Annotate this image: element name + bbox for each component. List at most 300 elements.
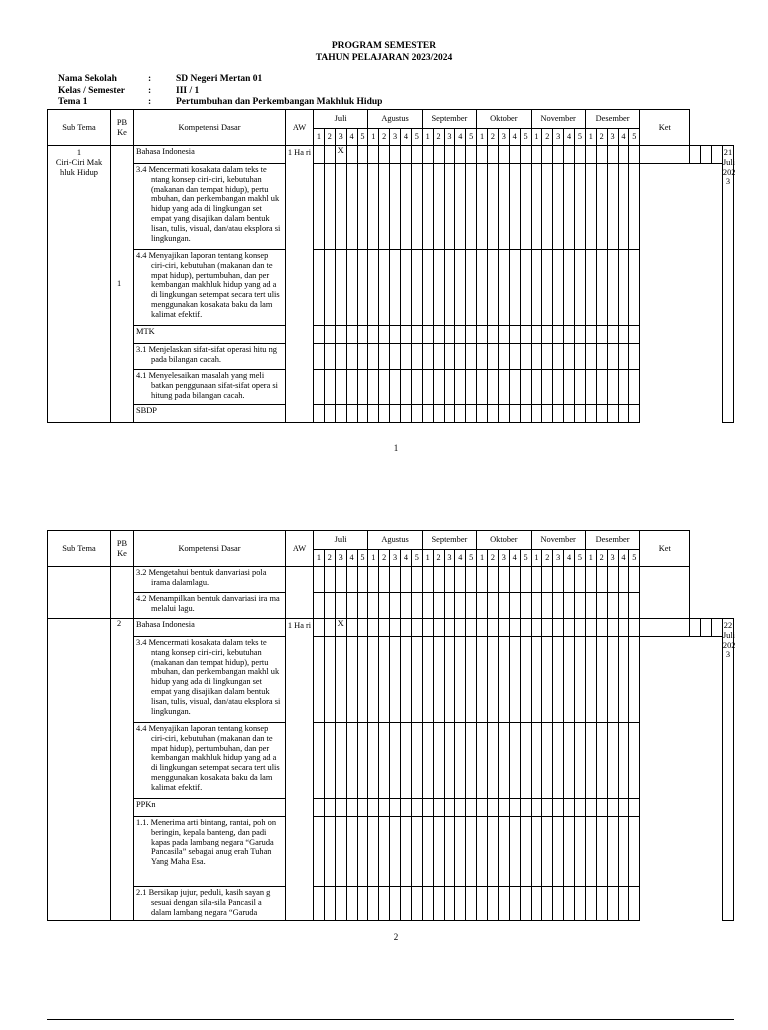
week-cell xyxy=(444,637,455,723)
week-number: 1 xyxy=(585,129,596,146)
week-cell xyxy=(553,370,564,405)
week-cell xyxy=(618,164,629,250)
week-cell xyxy=(455,326,466,344)
week-cell xyxy=(553,146,564,164)
week-cell xyxy=(520,344,531,370)
week-cell xyxy=(379,619,390,637)
week-number: 5 xyxy=(357,129,368,146)
week-number: 4 xyxy=(618,129,629,146)
week-number: 5 xyxy=(411,129,422,146)
week-cell xyxy=(596,567,607,593)
week-cell xyxy=(411,799,422,817)
week-cell xyxy=(335,887,346,921)
week-cell xyxy=(509,799,520,817)
week-cell xyxy=(553,344,564,370)
week-cell xyxy=(575,370,586,405)
week-cell xyxy=(596,370,607,405)
week-number: 4 xyxy=(401,550,412,567)
week-cell xyxy=(335,164,346,250)
week-cell xyxy=(324,723,335,799)
week-cell xyxy=(553,250,564,326)
week-number: 2 xyxy=(488,550,499,567)
week-cell xyxy=(553,723,564,799)
week-cell xyxy=(324,370,335,405)
week-cell xyxy=(422,887,433,921)
week-cell xyxy=(444,146,455,164)
week-cell xyxy=(411,723,422,799)
week-cell xyxy=(564,723,575,799)
week-cell xyxy=(335,370,346,405)
week-cell xyxy=(520,887,531,921)
week-cell xyxy=(346,567,357,593)
week-cell xyxy=(346,250,357,326)
week-cell xyxy=(401,250,412,326)
week-cell xyxy=(542,817,553,887)
week-cell xyxy=(509,344,520,370)
week-cell xyxy=(618,146,629,164)
week-cell xyxy=(596,146,607,164)
week-cell xyxy=(401,344,412,370)
week-cell xyxy=(575,164,586,250)
week-cell xyxy=(564,326,575,344)
week-cell xyxy=(629,164,640,250)
header-pbke: PB Ke xyxy=(111,531,134,567)
week-cell xyxy=(488,723,499,799)
subject-heading: Bahasa Indonesia xyxy=(134,146,286,164)
week-cell xyxy=(357,164,368,250)
subject-heading: MTK xyxy=(134,326,286,344)
page-number: 2 xyxy=(393,932,399,942)
week-cell xyxy=(596,723,607,799)
week-cell xyxy=(520,799,531,817)
week-cell xyxy=(542,164,553,250)
week-number: 3 xyxy=(444,129,455,146)
week-cell xyxy=(455,887,466,921)
header-month: Oktober xyxy=(477,531,531,550)
week-cell xyxy=(411,164,422,250)
week-cell xyxy=(379,817,390,887)
week-cell xyxy=(433,637,444,723)
week-cell xyxy=(466,817,477,887)
week-cell xyxy=(346,799,357,817)
week-cell xyxy=(542,567,553,593)
week-cell xyxy=(433,723,444,799)
week-cell xyxy=(585,593,596,619)
week-cell xyxy=(596,619,607,637)
week-cell xyxy=(357,326,368,344)
week-cell xyxy=(422,817,433,887)
week-cell xyxy=(509,723,520,799)
week-cell xyxy=(575,250,586,326)
week-cell xyxy=(618,817,629,887)
week-cell xyxy=(498,370,509,405)
week-cell xyxy=(422,723,433,799)
week-number: 3 xyxy=(607,550,618,567)
week-cell xyxy=(553,405,564,423)
week-cell xyxy=(324,619,335,637)
week-cell xyxy=(553,817,564,887)
week-cell xyxy=(466,799,477,817)
ket-value: 21 Juli 202 3 xyxy=(722,146,733,423)
week-cell xyxy=(314,250,325,326)
week-cell xyxy=(607,799,618,817)
week-cell xyxy=(618,370,629,405)
kd-item: 4.4 Menyajikan laporan tentang konsep ciri-ciri, kebutuhan (makanan dan te mpat hidup), pertumbuhan, dan per kembangan makhluk hidup yang ad a di lingkungan setempat secara tert ulis menggunakan kosakata baku da lam kalimat efektif. xyxy=(134,250,286,326)
week-number: 5 xyxy=(520,129,531,146)
week-cell xyxy=(368,250,379,326)
schedule-mark: X xyxy=(335,146,346,164)
subtema-cell xyxy=(48,146,111,423)
week-cell xyxy=(629,817,640,887)
week-cell xyxy=(488,250,499,326)
week-cell xyxy=(314,146,325,164)
week-cell xyxy=(379,164,390,250)
week-number: 4 xyxy=(455,129,466,146)
week-cell xyxy=(509,817,520,887)
week-cell xyxy=(390,370,401,405)
week-cell xyxy=(596,637,607,723)
week-cell xyxy=(585,146,596,164)
week-cell xyxy=(488,344,499,370)
week-cell xyxy=(335,405,346,423)
week-cell xyxy=(411,817,422,887)
week-number: 2 xyxy=(324,129,335,146)
week-number: 4 xyxy=(564,550,575,567)
week-cell xyxy=(444,164,455,250)
week-cell xyxy=(596,887,607,921)
week-cell xyxy=(390,405,401,423)
week-cell xyxy=(618,326,629,344)
week-number: 1 xyxy=(422,129,433,146)
week-cell xyxy=(629,326,640,344)
subtema-cell xyxy=(48,567,111,619)
week-cell xyxy=(553,164,564,250)
week-cell xyxy=(411,370,422,405)
week-cell xyxy=(629,637,640,723)
week-cell xyxy=(466,326,477,344)
week-cell xyxy=(433,817,444,887)
week-cell xyxy=(401,799,412,817)
week-cell xyxy=(346,326,357,344)
week-cell xyxy=(422,637,433,723)
week-cell xyxy=(411,146,422,164)
week-cell xyxy=(368,619,379,637)
week-number: 2 xyxy=(379,550,390,567)
week-cell xyxy=(357,344,368,370)
week-cell xyxy=(401,567,412,593)
week-cell xyxy=(444,593,455,619)
week-number: 2 xyxy=(596,550,607,567)
week-cell xyxy=(433,567,444,593)
week-cell xyxy=(509,370,520,405)
week-cell xyxy=(444,817,455,887)
week-cell xyxy=(585,817,596,887)
meta-row-theme xyxy=(58,97,382,109)
week-cell xyxy=(379,326,390,344)
week-cell xyxy=(379,593,390,619)
week-cell xyxy=(542,146,553,164)
week-cell xyxy=(314,637,325,723)
week-cell xyxy=(444,326,455,344)
week-cell xyxy=(324,637,335,723)
week-cell xyxy=(314,817,325,887)
week-cell xyxy=(357,817,368,887)
week-number: 3 xyxy=(553,550,564,567)
week-cell xyxy=(607,326,618,344)
week-cell xyxy=(466,146,477,164)
week-number: 4 xyxy=(346,129,357,146)
week-cell xyxy=(520,146,531,164)
header-month: Agustus xyxy=(368,531,422,550)
aw-cell xyxy=(286,567,314,619)
week-cell xyxy=(564,370,575,405)
week-cell xyxy=(596,817,607,887)
week-cell xyxy=(575,344,586,370)
week-cell xyxy=(618,567,629,593)
week-cell xyxy=(466,164,477,250)
week-number: 1 xyxy=(585,550,596,567)
week-cell xyxy=(455,405,466,423)
week-cell xyxy=(498,799,509,817)
week-cell xyxy=(357,250,368,326)
week-cell xyxy=(368,817,379,887)
week-cell xyxy=(379,723,390,799)
kd-item: 4.1 Menyelesaikan masalah yang meli batkan penggunaan sifat-sifat opera si hitung pada bilangan cacah. xyxy=(134,370,286,405)
week-cell xyxy=(368,326,379,344)
week-cell xyxy=(520,593,531,619)
week-cell xyxy=(607,344,618,370)
week-cell xyxy=(488,370,499,405)
week-cell xyxy=(433,370,444,405)
week-cell xyxy=(466,637,477,723)
week-cell xyxy=(488,326,499,344)
week-cell xyxy=(390,593,401,619)
week-cell xyxy=(346,817,357,887)
week-cell xyxy=(314,593,325,619)
week-cell xyxy=(444,723,455,799)
week-cell xyxy=(368,164,379,250)
week-cell xyxy=(575,723,586,799)
week-cell xyxy=(520,817,531,887)
week-cell xyxy=(607,146,618,164)
week-cell xyxy=(411,250,422,326)
week-cell xyxy=(314,326,325,344)
header-month: September xyxy=(422,110,476,129)
week-cell xyxy=(466,567,477,593)
header-month: November xyxy=(531,531,585,550)
week-cell xyxy=(335,799,346,817)
week-cell xyxy=(346,637,357,723)
week-cell xyxy=(433,405,444,423)
week-cell xyxy=(520,619,531,637)
header-ket: Ket xyxy=(640,110,690,146)
meta-row-school xyxy=(58,74,382,86)
week-cell xyxy=(564,567,575,593)
week-number: 3 xyxy=(498,550,509,567)
week-cell xyxy=(346,593,357,619)
week-cell xyxy=(520,567,531,593)
week-cell xyxy=(585,370,596,405)
week-cell xyxy=(498,326,509,344)
week-cell xyxy=(401,619,412,637)
week-cell xyxy=(564,799,575,817)
week-cell xyxy=(564,146,575,164)
week-cell xyxy=(379,405,390,423)
header-aw: AW xyxy=(286,110,314,146)
week-cell xyxy=(564,164,575,250)
week-cell xyxy=(346,146,357,164)
week-cell xyxy=(357,593,368,619)
document-year: TAHUN PELAJARAN 2023/2024 xyxy=(315,53,453,63)
week-cell xyxy=(618,250,629,326)
week-cell xyxy=(629,370,640,405)
week-cell xyxy=(357,370,368,405)
week-cell xyxy=(411,887,422,921)
week-cell xyxy=(346,405,357,423)
week-cell xyxy=(564,817,575,887)
week-number: 3 xyxy=(498,129,509,146)
week-cell xyxy=(324,326,335,344)
week-cell xyxy=(477,723,488,799)
week-cell xyxy=(401,887,412,921)
week-cell xyxy=(618,405,629,423)
week-cell xyxy=(542,593,553,619)
week-number: 2 xyxy=(433,550,444,567)
week-cell xyxy=(477,817,488,887)
kd-item: 1.1. Menerima arti bintang, rantai, poh on beringin, kepala banteng, dan padi kapas pada lambang negara “Garuda Pancasila” sebagai anug erah Tuhan Yang Maha Esa. xyxy=(134,817,286,887)
week-cell xyxy=(629,619,640,637)
week-cell xyxy=(596,326,607,344)
aw-value: 1 Ha ri xyxy=(286,619,314,921)
header-month: Desember xyxy=(585,531,639,550)
week-cell xyxy=(607,164,618,250)
kd-item: 3.1 Menjelaskan sifat-sifat operasi hitu ng pada bilangan cacah. xyxy=(134,344,286,370)
week-cell xyxy=(455,250,466,326)
week-cell xyxy=(422,326,433,344)
week-cell xyxy=(433,164,444,250)
meta-colon: : xyxy=(148,97,152,107)
week-cell xyxy=(585,326,596,344)
week-cell xyxy=(477,146,488,164)
week-cell xyxy=(542,887,553,921)
week-cell xyxy=(314,723,325,799)
week-cell xyxy=(531,887,542,921)
week-cell xyxy=(477,326,488,344)
week-cell xyxy=(401,817,412,887)
week-cell xyxy=(575,405,586,423)
week-cell xyxy=(455,799,466,817)
week-cell xyxy=(509,887,520,921)
week-cell xyxy=(509,164,520,250)
week-cell xyxy=(324,146,335,164)
week-cell xyxy=(477,164,488,250)
week-cell xyxy=(368,637,379,723)
week-cell xyxy=(444,344,455,370)
meta-row-class xyxy=(58,86,382,98)
week-cell xyxy=(411,326,422,344)
week-cell xyxy=(553,326,564,344)
week-cell xyxy=(712,619,723,637)
week-cell xyxy=(629,405,640,423)
week-cell xyxy=(542,344,553,370)
week-cell xyxy=(466,619,477,637)
week-cell xyxy=(488,799,499,817)
week-cell xyxy=(411,637,422,723)
week-cell xyxy=(422,146,433,164)
week-cell xyxy=(585,405,596,423)
week-cell xyxy=(585,887,596,921)
week-cell xyxy=(701,146,712,164)
week-cell xyxy=(542,723,553,799)
week-cell xyxy=(357,619,368,637)
ket-value: 22 Juli 202 3 xyxy=(722,619,733,921)
week-cell xyxy=(368,593,379,619)
week-cell xyxy=(422,405,433,423)
week-number: 1 xyxy=(368,550,379,567)
week-cell xyxy=(488,637,499,723)
week-number: 5 xyxy=(520,550,531,567)
week-cell xyxy=(335,567,346,593)
week-cell xyxy=(314,344,325,370)
week-cell xyxy=(618,344,629,370)
kd-item: 3.2 Mengetahui bentuk danvariasi pola irama dalamlagu. xyxy=(134,567,286,593)
week-cell xyxy=(324,567,335,593)
header-subtema: Sub Tema xyxy=(48,531,111,567)
week-cell xyxy=(629,567,640,593)
week-cell xyxy=(607,405,618,423)
week-cell xyxy=(401,164,412,250)
week-cell xyxy=(477,619,488,637)
week-cell xyxy=(390,146,401,164)
meta-colon: : xyxy=(148,85,152,96)
week-number: 3 xyxy=(390,550,401,567)
week-cell xyxy=(520,164,531,250)
week-cell xyxy=(455,164,466,250)
week-cell xyxy=(379,370,390,405)
week-cell xyxy=(498,164,509,250)
semester-table-page-1 xyxy=(47,109,734,423)
week-cell xyxy=(585,637,596,723)
week-number: 1 xyxy=(531,550,542,567)
week-cell xyxy=(433,887,444,921)
week-cell xyxy=(701,619,712,637)
week-cell xyxy=(553,799,564,817)
week-cell xyxy=(575,619,586,637)
week-cell xyxy=(422,344,433,370)
week-cell xyxy=(324,593,335,619)
header-ket: Ket xyxy=(640,531,690,567)
week-cell xyxy=(379,250,390,326)
week-cell xyxy=(368,405,379,423)
subtema-number: 1 xyxy=(76,148,82,157)
week-cell xyxy=(455,146,466,164)
week-cell xyxy=(498,567,509,593)
week-number: 2 xyxy=(542,129,553,146)
kd-item: 4.4 Menyajikan laporan tentang konsep ciri-ciri, kebutuhan (makanan dan te mpat hidup), pertumbuhan, dan per kembangan makhluk hidup yang ad a di lingkungan setempat secara tert ulis menggunakan kosakata baku da lam kalimat efektif. xyxy=(134,723,286,799)
week-cell xyxy=(324,405,335,423)
week-cell xyxy=(455,637,466,723)
pb-number: 2 xyxy=(111,619,134,921)
week-number: 3 xyxy=(444,550,455,567)
week-cell xyxy=(629,799,640,817)
week-cell xyxy=(520,250,531,326)
week-cell xyxy=(509,405,520,423)
week-cell xyxy=(498,250,509,326)
week-cell xyxy=(433,250,444,326)
week-cell xyxy=(585,567,596,593)
week-number: 1 xyxy=(314,550,325,567)
week-cell xyxy=(477,637,488,723)
